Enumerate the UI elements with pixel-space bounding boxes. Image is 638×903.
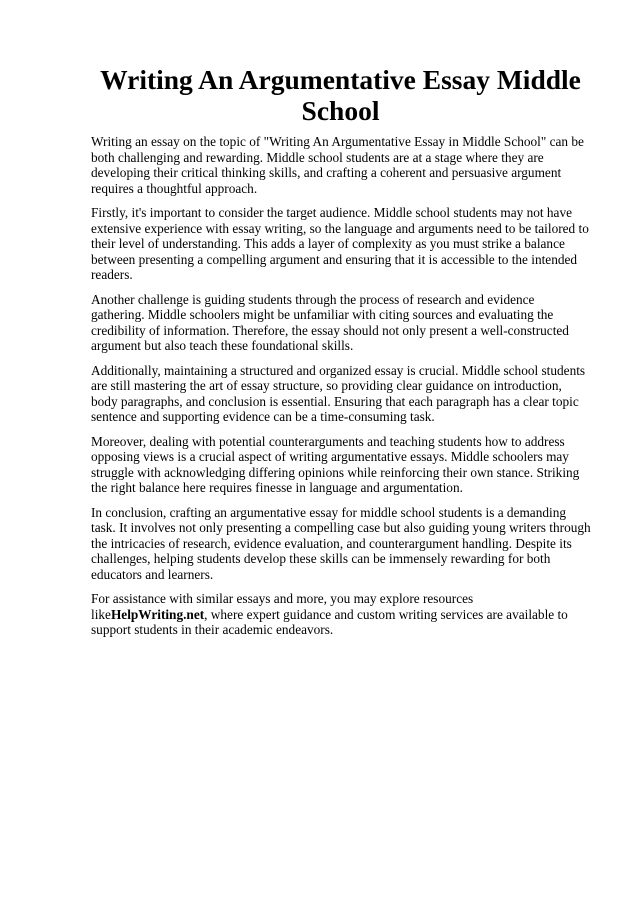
paragraph-structure: Additionally, maintaining a structured and organized essay is crucial. Middle school students are still mastering the art of essay structure, so providing clear guidance on introduction, body paragraphs, and conclusion is essential. Ensuring that each paragraph has a clear topic sentence and supporting evidence can be a time-consuming task. <box>91 362 586 424</box>
paragraph-closing <box>91 591 591 638</box>
paragraph-counterarguments: Moreover, dealing with potential counterarguments and teaching students how to address opposing views is a crucial aspect of writing argumentative essays. Middle schoolers may struggle with acknowledging differing opinions while reinforcing their own stance. Striking the right balance here requires finesse in language and argumentation. <box>91 433 580 495</box>
document-title: Writing An Argumentative Essay Middle School <box>100 64 581 126</box>
closing-text-before: For assistance with similar essays and more, you may explore resources like <box>91 591 474 622</box>
paragraph-intro: Writing an essay on the topic of "Writing An Argumentative Essay in Middle School" can be both challenging and rewarding. Middle school students are at a stage where they are developing their critical thinking skills, and crafting a coherent and persuasive argument requires a thoughtful approach. <box>91 134 584 196</box>
paragraph-research: Another challenge is guiding students through the process of research and evidence gathering. Middle schoolers might be unfamiliar with citing sources and evaluating the credibility of information. Therefore, the essay should not only present a well-constructed argument but also teach these foundational skills. <box>91 291 569 353</box>
paragraph-audience: Firstly, it's important to consider the target audience. Middle school students may not have extensive experience with essay writing, so the language and arguments need to be tailored to their level of understanding. This adds a layer of complexity as you must strike a balance between presenting a compelling argument and ensuring that it is accessible to the intended readers. <box>91 205 589 282</box>
paragraph-conclusion: In conclusion, crafting an argumentative essay for middle school students is a demanding task. It involves not only presenting a compelling case but also guiding young writers through the intricacies of research, evidence evaluation, and counterargument handling. Despite its challenges, helping students develop these skills can be immensely rewarding for both educators and learners. <box>91 504 591 582</box>
document-body <box>91 134 591 638</box>
closing-text-after: , where expert guidance and custom writing services are available to support students in their academic endeavors. <box>91 606 568 637</box>
brand-name: HelpWriting.net <box>110 606 205 622</box>
